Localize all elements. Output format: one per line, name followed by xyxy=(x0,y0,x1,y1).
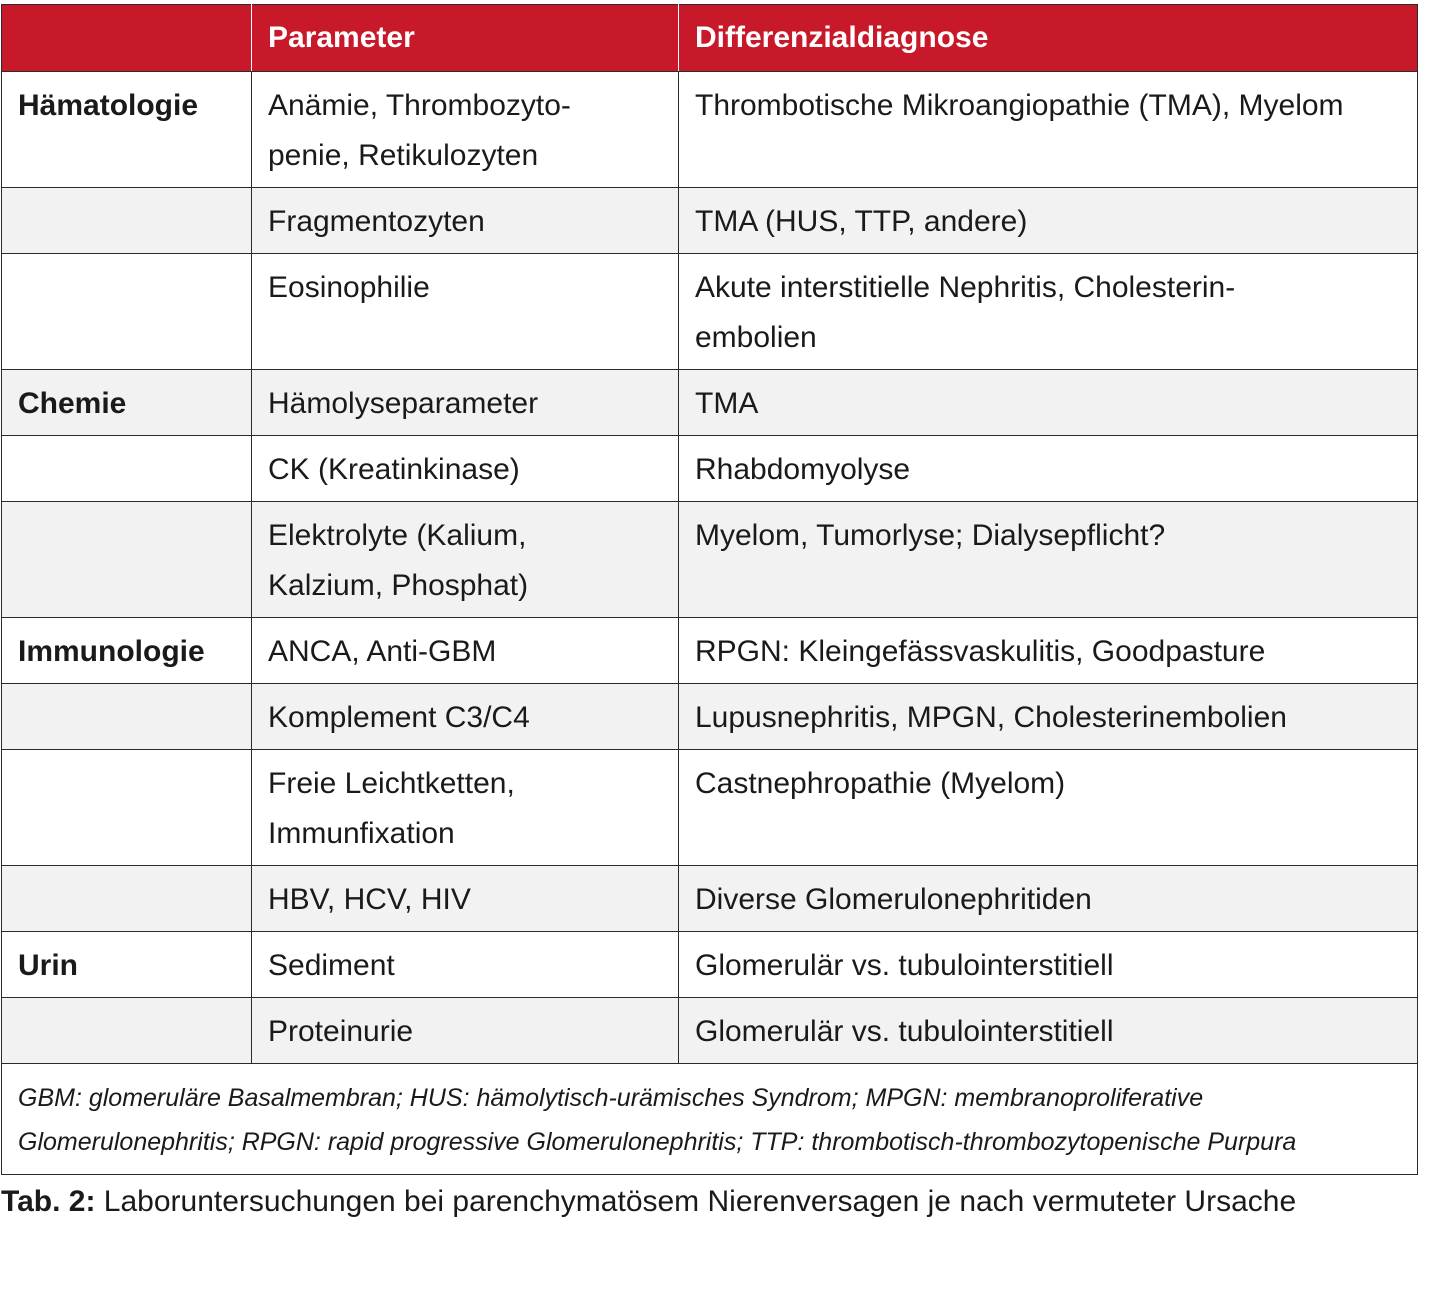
row-parameter xyxy=(252,72,679,188)
table-row xyxy=(2,866,1418,932)
row-diagnosis: Myelom, Tumorlyse; Dialysepflicht? xyxy=(679,502,1418,618)
table-row xyxy=(2,188,1418,254)
caption-text: Laboruntersuchungen bei parenchymatösem Nierenversagen je nach vermuteter Ursache xyxy=(95,1185,1297,1218)
table-row xyxy=(2,370,1418,436)
table-row xyxy=(2,254,1418,370)
table-footnote xyxy=(2,1064,1418,1175)
row-diagnosis xyxy=(679,254,1418,370)
table-row xyxy=(2,932,1418,998)
row-category xyxy=(2,254,252,370)
row-category: Immunologie xyxy=(2,618,252,684)
row-diagnosis: TMA (HUS, TTP, andere) xyxy=(679,188,1418,254)
diagnosis-line: Akute interstitielle Nephritis, Cholesterin- xyxy=(695,271,1236,304)
row-category xyxy=(2,188,252,254)
table-row xyxy=(2,684,1418,750)
row-diagnosis: Thrombotische Mikroangiopathie (TMA), Myelom xyxy=(679,72,1418,188)
table-header-row xyxy=(2,5,1418,72)
row-category xyxy=(2,750,252,866)
parameter-line: Elektrolyte (Kalium, xyxy=(268,519,527,552)
row-parameter: Hämolyseparameter xyxy=(252,370,679,436)
diagnosis-line: embolien xyxy=(695,321,817,354)
parameter-line: penie, Retikulozyten xyxy=(268,139,539,172)
header-parameter: Parameter xyxy=(252,5,679,72)
parameter-line: Anämie, Thrombozyto- xyxy=(268,89,571,122)
table-row xyxy=(2,502,1418,618)
row-category xyxy=(2,866,252,932)
row-diagnosis: Rhabdomyolyse xyxy=(679,436,1418,502)
table-row xyxy=(2,618,1418,684)
lab-table xyxy=(1,4,1418,1175)
footnote-line-2: Glomerulonephritis; RPGN: rapid progressive Glomerulonephritis; TTP: thrombotisch-thrombozytopenische Purpura xyxy=(18,1128,1297,1156)
row-category xyxy=(2,436,252,502)
row-parameter: Komplement C3/C4 xyxy=(252,684,679,750)
row-parameter xyxy=(252,502,679,618)
row-diagnosis: Castnephropathie (Myelom) xyxy=(679,750,1418,866)
header-category xyxy=(2,5,252,72)
lab-table-container xyxy=(1,4,1417,1175)
row-diagnosis: Diverse Glomerulonephritiden xyxy=(679,866,1418,932)
row-category: Chemie xyxy=(2,370,252,436)
row-parameter: Fragmentozyten xyxy=(252,188,679,254)
header-diagnosis: Differenzialdiagnose xyxy=(679,5,1418,72)
row-parameter: Sediment xyxy=(252,932,679,998)
row-category xyxy=(2,502,252,618)
row-diagnosis: RPGN: Kleingefässvaskulitis, Goodpasture xyxy=(679,618,1418,684)
parameter-line: Immunfixation xyxy=(268,817,455,850)
row-category xyxy=(2,998,252,1064)
row-diagnosis: Lupusnephritis, MPGN, Cholesterinembolien xyxy=(679,684,1418,750)
row-parameter xyxy=(252,750,679,866)
parameter-line: Freie Leichtketten, xyxy=(268,767,515,800)
row-parameter: HBV, HCV, HIV xyxy=(252,866,679,932)
row-parameter: ANCA, Anti-GBM xyxy=(252,618,679,684)
footnote-line-1: GBM: glomeruläre Basalmembran; HUS: hämolytisch-urämisches Syndrom; MPGN: membranoproliferative xyxy=(18,1084,1204,1112)
table-row xyxy=(2,750,1418,866)
row-category xyxy=(2,684,252,750)
row-category: Hämatologie xyxy=(2,72,252,188)
row-parameter: Proteinurie xyxy=(252,998,679,1064)
row-diagnosis: Glomerulär vs. tubulointerstitiell xyxy=(679,932,1418,998)
table-row xyxy=(2,436,1418,502)
table-caption xyxy=(1,1178,1421,1226)
row-category: Urin xyxy=(2,932,252,998)
table-footnote-row xyxy=(2,1064,1418,1175)
caption-label: Tab. 2: xyxy=(1,1185,96,1218)
parameter-line: Kalzium, Phosphat) xyxy=(268,569,529,602)
row-diagnosis: Glomerulär vs. tubulointerstitiell xyxy=(679,998,1418,1064)
table-row xyxy=(2,72,1418,188)
row-parameter: Eosinophilie xyxy=(252,254,679,370)
row-parameter: CK (Kreatinkinase) xyxy=(252,436,679,502)
table-row xyxy=(2,998,1418,1064)
row-diagnosis: TMA xyxy=(679,370,1418,436)
